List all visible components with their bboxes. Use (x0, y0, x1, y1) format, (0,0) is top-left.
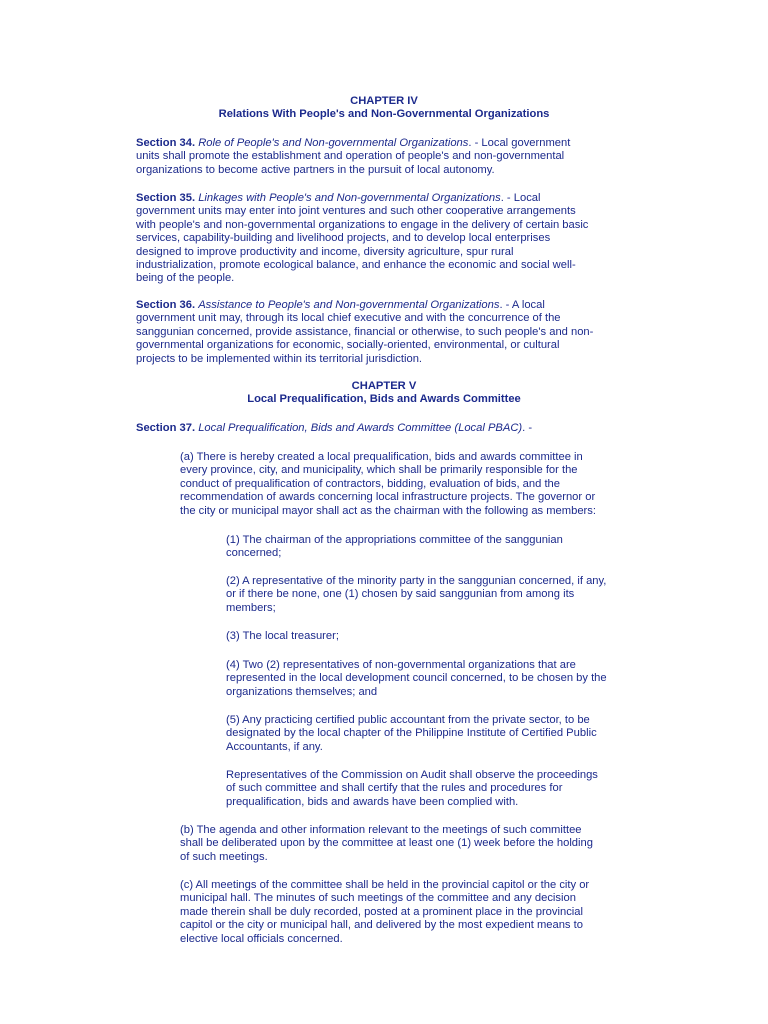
section-title: Assistance to People's and Non-governmental Organizations (198, 299, 500, 311)
chapter-label: CHAPTER IV (350, 95, 418, 107)
section-title: Local Prequalification, Bids and Awards Committee (Local PBAC) (198, 422, 523, 434)
section-number: Section 37. (136, 422, 196, 434)
member-item-4: (4) Two (2) representatives of non-governmental organizations that are represented in the local development council concerned, to be chosen by the organizations themselves; and (226, 659, 607, 698)
member-item-3: (3) The local treasurer; (226, 630, 339, 642)
section-36: Section 36. Assistance to People's and Non-governmental Organizations. - A local government unit may, through its local chief executive and with the concurrence of the sanggunian concerned, provide assistance, financial or otherwise, to such people's and non- governmental organizations for economic, socially-oriented, environmental, or cultural projects to be implemented within its territorial jurisdiction. (136, 299, 594, 365)
section-35: Section 35. Linkages with People's and Non-governmental Organizations. - Local government units may enter into joint ventures and such other cooperative arrangements with people's and non-governmental organizations to engage in the delivery of certain basic services, capability-building and livelihood projects, and to develop local enterprises designed to improve productivity and income, diversity agriculture, spur rural industrialization, promote ecological balance, and enhance the economic and social well- being of the people. (136, 192, 589, 285)
section-number: Section 34. (136, 137, 196, 149)
member-item-1: (1) The chairman of the appropriations committee of the sanggunian concerned; (226, 534, 563, 560)
paragraph-b: (b) The agenda and other information relevant to the meetings of such committee shall be deliberated upon by the committee at least one (1) week before the holding of such meetings. (180, 824, 593, 863)
section-number: Section 36. (136, 299, 196, 311)
section-number: Section 35. (136, 192, 196, 204)
section-34: Section 34. Role of People's and Non-governmental Organizations. - Local government units shall promote the establishment and operation of people's and non-governmental organizations to become active partners in the pursuit of local autonomy. (136, 137, 571, 176)
section-title: Linkages with People's and Non-governmental Organizations (198, 192, 501, 204)
section-title: Role of People's and Non-governmental Organizations (198, 137, 469, 149)
chapter-label: CHAPTER V (351, 380, 417, 392)
paragraph-a: (a) There is hereby created a local prequalification, bids and awards committee in every province, city, and municipality, which shall be primarily responsible for the conduct of prequalification of contractors, bidding, evaluation of bids, and the recommendation of awards concerning local infrastructure projects. The governor or the city or municipal mayor shall act as the chairman with the following as members: (180, 451, 596, 517)
chapter-title: Relations With People's and Non-Governmental Organizations (218, 108, 550, 121)
chapter-heading (0, 95, 768, 122)
section-37: Section 37. Local Prequalification, Bids and Awards Committee (Local PBAC). - (136, 422, 533, 434)
member-item-5: (5) Any practicing certified public accountant from the private sector, to be designated by the local chapter of the Philippine Institute of Certified Public Accountants, if any. (226, 714, 597, 753)
coa-paragraph: Representatives of the Commission on Audit shall observe the proceedings of such committee and shall certify that the rules and procedures for prequalification, bids and awards have been complied with. (226, 769, 598, 808)
chapter-heading (0, 380, 768, 407)
member-item-2: (2) A representative of the minority party in the sanggunian concerned, if any, or if there be none, one (1) chosen by said sanggunian from among its members; (226, 575, 607, 614)
paragraph-c: (c) All meetings of the committee shall be held in the provincial capitol or the city or municipal hall. The minutes of such meetings of the committee and any decision made therein shall be duly recorded, posted at a prominent place in the provincial capitol or the city or municipal hall, and delivered by the most expedient means to elective local officials concerned. (180, 879, 590, 945)
chapter-title: Local Prequalification, Bids and Awards Committee (247, 393, 521, 406)
